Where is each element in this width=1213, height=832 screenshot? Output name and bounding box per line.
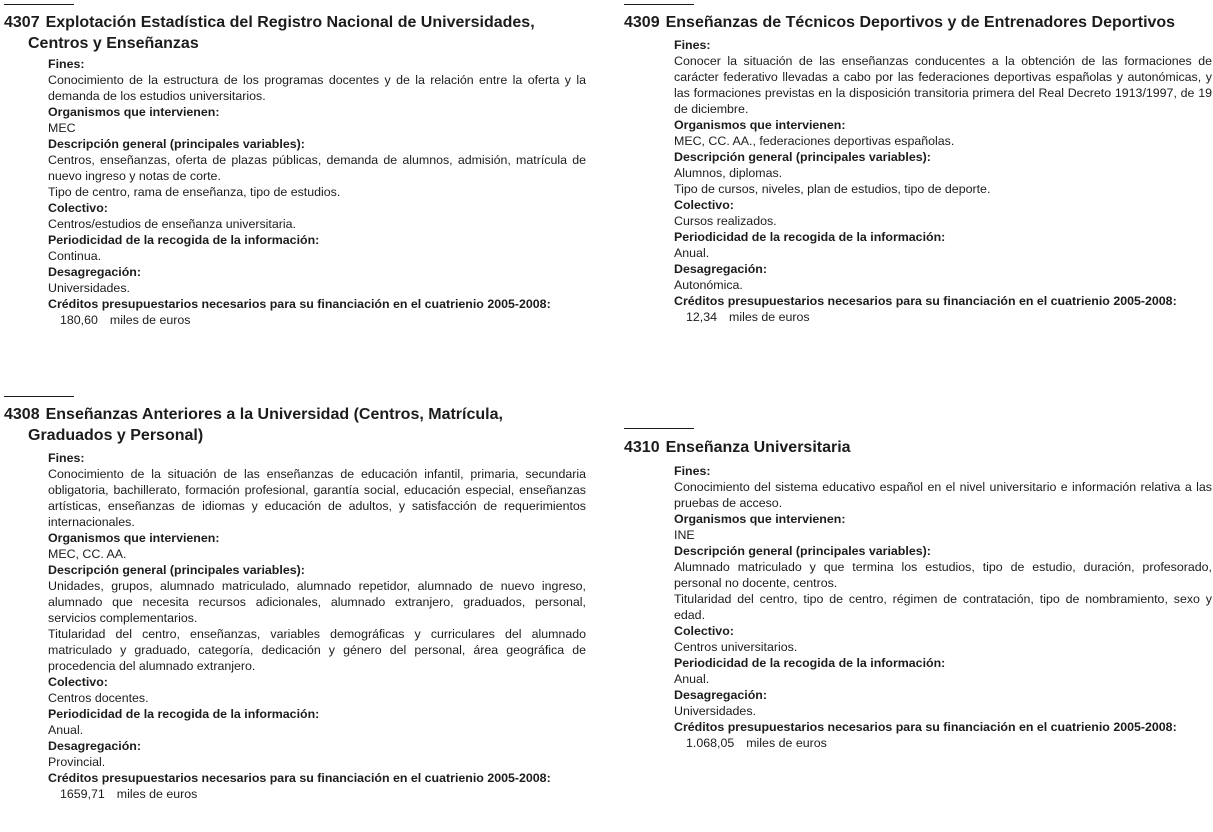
entry-title-line1: Enseñanzas de Técnicos Deportivos y de Entrenadores Deportivos (665, 14, 1176, 31)
entry-number: 4307 (4, 14, 40, 31)
desagregacion-text: Provincial. (48, 755, 106, 769)
descripcion-text-2: Titularidad del centro, enseñanzas, variables demográficas y curriculares del alumnado matriculado y graduado, categoría, dedicación y género del personal, área geográfica de procedencia del alumnado extranjero. (48, 627, 586, 673)
budget-unit: miles de euros (109, 313, 191, 327)
descripcion-text-1: Alumnos, diplomas. (674, 166, 783, 180)
colectivo-text: Centros universitarios. (674, 640, 798, 654)
entry-title (4, 404, 586, 446)
periodicidad-label: Periodicidad de la recogida de la información: (674, 230, 946, 244)
entry-title (624, 12, 1212, 33)
colectivo-label: Colectivo: (48, 675, 108, 689)
entry-title-line2: Graduados y Personal) (28, 427, 204, 444)
colectivo-label: Colectivo: (674, 198, 734, 212)
fines-text: Conocimiento de la situación de las enseñanzas de educación infantil, primaria, secundaria obligatoria, bachillerato, formación profesional, garantía social, educación especial, enseñanzas artísticas, enseñanzas de idiomas y educación de adultos, y satisfacción de requerimientos internacionales. (48, 467, 586, 529)
periodicidad-label: Periodicidad de la recogida de la información: (674, 656, 946, 670)
budget-amount-row (48, 312, 586, 328)
desagregacion-text: Universidades. (48, 281, 130, 295)
entry-title-line1: Enseñanza Universitaria (665, 439, 851, 456)
fines-label: Fines: (48, 451, 85, 465)
fines-text: Conocer la situación de las enseñanzas conducentes a la obtención de las formaciones de carácter federativo llevadas a cabo por las federaciones deportivas españolas y autonómicas, y las formaciones previstas en la disposición transitoria primera del Real Decreto 1913/1997, de 19 de diciembre. (674, 54, 1212, 116)
desagregacion-label: Desagregación: (674, 688, 767, 702)
entry-body (48, 450, 586, 802)
organismos-label: Organismos que intervienen: (674, 118, 846, 132)
budget-amount: 12,34 (686, 310, 718, 324)
colectivo-text: Centros/estudios de enseñanza universitaria. (48, 217, 296, 231)
separator-rule (624, 428, 694, 429)
creditos-label: Créditos presupuestarios necesarios para su financiación en el cuatrienio 2005-2008: (674, 294, 1177, 308)
entry-number: 4310 (624, 439, 660, 456)
periodicidad-text: Anual. (48, 723, 84, 737)
entry-title-line1: Enseñanzas Anteriores a la Universidad (Centros, Matrícula, (45, 406, 503, 423)
organismos-label: Organismos que intervienen: (48, 531, 220, 545)
descripcion-label: Descripción general (principales variables): (48, 137, 305, 151)
descripcion-label: Descripción general (principales variables): (674, 150, 931, 164)
periodicidad-text: Continua. (48, 249, 102, 263)
organismos-label: Organismos que intervienen: (48, 105, 220, 119)
entry-4309 (624, 12, 1212, 325)
descripcion-label: Descripción general (principales variables): (48, 563, 305, 577)
descripcion-text-2: Tipo de cursos, niveles, plan de estudios, tipo de deporte. (674, 182, 991, 196)
colectivo-label: Colectivo: (48, 201, 108, 215)
separator-rule (624, 4, 694, 5)
desagregacion-label: Desagregación: (48, 739, 141, 753)
descripcion-text-1: Alumnado matriculado y que termina los estudios, tipo de estudio, duración, profesorado, personal no docente, centros. (674, 560, 1212, 590)
creditos-label: Créditos presupuestarios necesarios para su financiación en el cuatrienio 2005-2008: (48, 771, 551, 785)
fines-label: Fines: (674, 464, 711, 478)
desagregacion-text: Universidades. (674, 704, 756, 718)
budget-amount-row (48, 786, 586, 802)
separator-rule (4, 396, 74, 397)
entry-title (4, 12, 586, 54)
entry-body (48, 56, 586, 328)
periodicidad-text: Anual. (674, 672, 710, 686)
periodicidad-label: Periodicidad de la recogida de la información: (48, 233, 320, 247)
entry-body (674, 463, 1212, 751)
budget-amount: 180,60 (60, 313, 98, 327)
budget-amount: 1.068,05 (686, 736, 735, 750)
entry-4308 (4, 404, 586, 802)
descripcion-text-1: Unidades, grupos, alumnado matriculado, alumnado repetidor, alumnado de nuevo ingreso, alumnado que necesita recursos adicionales, alumnado extranjero, graduados, personal, servicios complementarios. (48, 579, 586, 625)
fines-text: Conocimiento de la estructura de los programas docentes y de la relación entre la oferta y la demanda de los estudios universitarios. (48, 73, 586, 103)
fines-label: Fines: (674, 38, 711, 52)
organismos-text: MEC (48, 121, 76, 135)
colectivo-label: Colectivo: (674, 624, 734, 638)
entry-title-line2: Centros y Enseñanzas (28, 35, 199, 52)
descripcion-text-1: Centros, enseñanzas, oferta de plazas públicas, demanda de alumnos, admisión, matrícula de nuevo ingreso y notas de corte. (48, 153, 586, 183)
descripcion-label: Descripción general (principales variables): (674, 544, 931, 558)
desagregacion-text: Autonómica. (674, 278, 743, 292)
budget-amount: 1659,71 (60, 787, 105, 801)
budget-amount-row (674, 309, 1212, 325)
periodicidad-label: Periodicidad de la recogida de la información: (48, 707, 320, 721)
entry-4310 (624, 437, 1212, 751)
budget-unit: miles de euros (116, 787, 198, 801)
descripcion-text-2: Tipo de centro, rama de enseñanza, tipo de estudios. (48, 185, 341, 199)
colectivo-text: Centros docentes. (48, 691, 149, 705)
fines-label: Fines: (48, 57, 85, 71)
creditos-label: Créditos presupuestarios necesarios para su financiación en el cuatrienio 2005-2008: (48, 297, 551, 311)
entry-body (674, 37, 1212, 325)
budget-unit: miles de euros (729, 310, 810, 324)
organismos-text: INE (674, 528, 695, 542)
desagregacion-label: Desagregación: (48, 265, 141, 279)
fines-text: Conocimiento del sistema educativo español en el nivel universitario e información relativa a las pruebas de acceso. (674, 480, 1212, 510)
descripcion-text-2: Titularidad del centro, tipo de centro, régimen de contratación, tipo de nombramiento, sexo y edad. (674, 592, 1212, 622)
desagregacion-label: Desagregación: (674, 262, 767, 276)
entry-number: 4309 (624, 14, 660, 31)
creditos-label: Créditos presupuestarios necesarios para su financiación en el cuatrienio 2005-2008: (674, 720, 1177, 734)
separator-rule (4, 4, 74, 5)
entry-title-line1: Explotación Estadística del Registro Nacional de Universidades, (45, 14, 535, 31)
periodicidad-text: Anual. (674, 246, 710, 260)
colectivo-text: Cursos realizados. (674, 214, 777, 228)
entry-number: 4308 (4, 406, 40, 423)
organismos-label: Organismos que intervienen: (674, 512, 846, 526)
organismos-text: MEC, CC. AA. (48, 547, 127, 561)
entry-title (624, 437, 1212, 458)
budget-amount-row (674, 735, 1212, 751)
entry-4307 (4, 12, 586, 328)
budget-unit: miles de euros (746, 736, 827, 750)
organismos-text: MEC, CC. AA., federaciones deportivas españolas. (674, 134, 955, 148)
